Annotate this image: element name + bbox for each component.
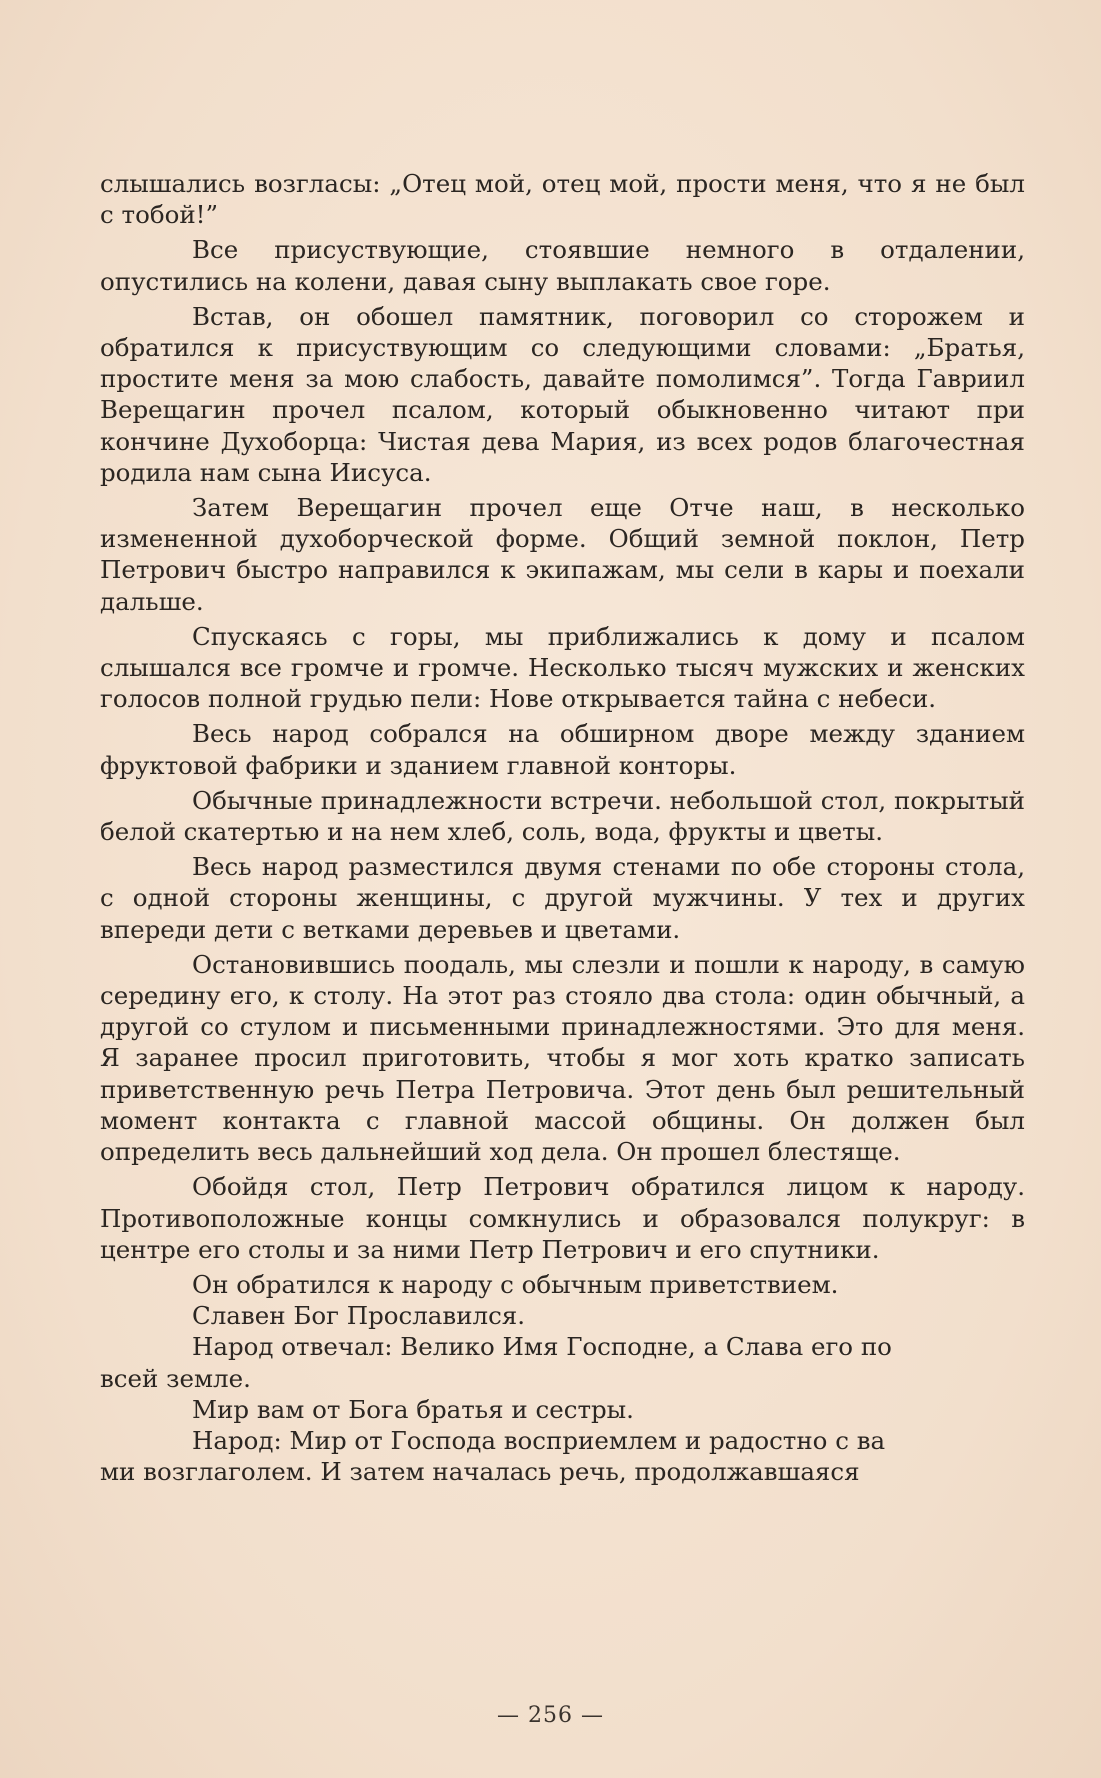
- dialogue-line: Славен Бог Прославился.: [192, 1301, 526, 1331]
- paragraph: Затем Верещагин прочел еще Отче наш, в несколько измененной духоборческой форме. Общий земной поклон, Петр Петрович быстро направился к экипажам, мы сели в кары и поехали дальше.: [100, 493, 1025, 616]
- paragraph: Обычные принадлежности встречи. небольшой стол, покрытый белой скатертью и на нем хлеб, соль, вода, фрукты и цветы.: [100, 785, 1025, 847]
- paragraph: Обойдя стол, Петр Петрович обратился лицом к народу. Противоположные концы сомкнулись и образовался полукруг: в центре его столы и за ними Петр Петрович и его спутники.: [100, 1172, 1025, 1264]
- paragraph: Весь народ собрался на обширном дворе между зданием фруктовой фабрики и зданием главной конторы.: [100, 719, 1025, 780]
- paragraph: Остановившись поодаль, мы слезли и пошли к народу, в самую середину его, к столу. На этот раз стояло два стола: один обычный, а другой со стулом и письменными принадлежностями. Это для меня. Я заранее просил приготовить, чтобы я мог хоть кратко записать приветственную речь Петра Петровича. Этот день был решительный момент контакта с главной массой общины. Он должен был определить весь дальнейший ход дела. Он прошел блестяще.: [100, 949, 1025, 1167]
- dialogue-line: ми возглаголем. И затем началась речь, продолжавшаяся: [100, 1457, 860, 1487]
- dialogue-line: Мир вам от Бога братья и сестры.: [192, 1394, 634, 1424]
- dialogue-line: Народ: Мир от Господа восприемлем и радостно с ва: [192, 1425, 886, 1455]
- page-number: — 256 —: [497, 1703, 604, 1728]
- paragraph: Весь народ разместился двумя стенами по обе стороны стола, с одной стороны женщины, с другой мужчины. У тех и других впереди дети с ветками деревьев и цветами.: [100, 852, 1025, 944]
- paragraph: слышались возгласы: „Отец мой, отец мой, прости меня, что я не был с тобой!”: [100, 169, 1025, 230]
- page-text: [100, 168, 1025, 1487]
- dialogue-line: Народ отвечал: Велико Имя Господне, а Слава его по: [192, 1332, 892, 1362]
- dialogue-line: Он обратился к народу с обычным приветствием.: [192, 1269, 839, 1299]
- paragraph: Спускаясь с горы, мы приближались к дому и псалом слышался все громче и громче. Несколько тысяч мужских и женских голосов полной грудью пели: Нове открывается тайна с небеси.: [100, 621, 1025, 714]
- paragraph: Встав, он обошел памятник, поговорил со сторожем и обратился к присуствующим со следующими словами: „Братья, простите меня за мою слабость, давайте помолимся”. Тогда Гавриил Верещагин прочел псалом, который обыкновенно читают при кончине Духоборца: Чистая дева Мария, из всех родов благочестная родила нам сына Иисуса.: [100, 301, 1025, 487]
- dialogue-line: всей земле.: [100, 1363, 251, 1393]
- paragraph: Все присуствующие, стоявшие немного в отдалении, опустились на колени, давая сыну выплакать свое горе.: [100, 235, 1025, 296]
